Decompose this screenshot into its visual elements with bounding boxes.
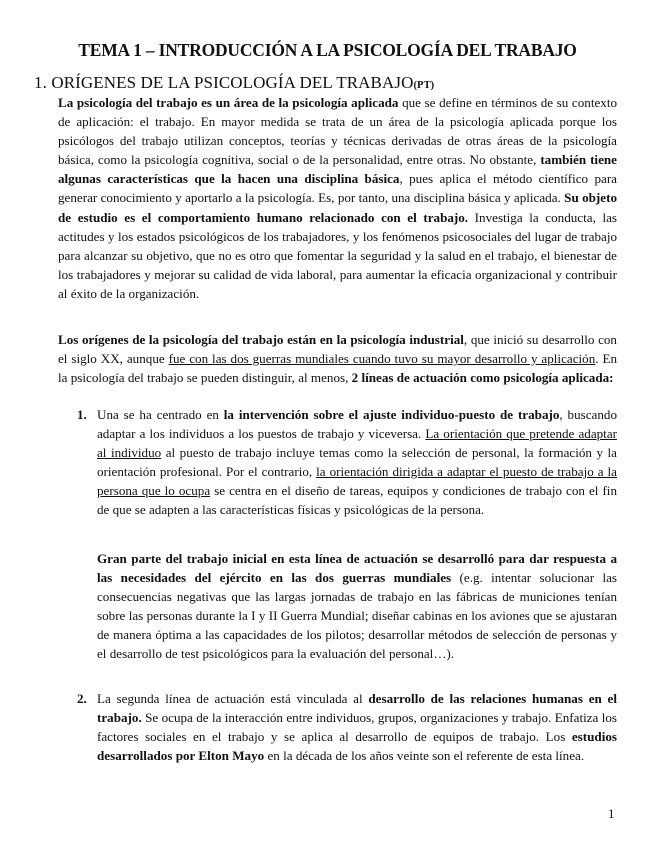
- paragraph-definition: [58, 93, 617, 303]
- p2-text-1: , que inició su desarrollo con el siglo XX, aunque: [58, 332, 617, 367]
- i1-text-1: Una se ha centrado en: [97, 407, 224, 422]
- p1-bold-1: La psicología del trabajo es un área de la psicología aplicada: [58, 95, 399, 110]
- i2-text-3: en la década de los años veinte son el referente de esta línea.: [264, 748, 585, 764]
- p2-text-2: . En la psicología del trabajo se pueden distinguir, al menos,: [58, 351, 617, 386]
- document-title: TEMA 1 – INTRODUCCIÓN A LA PSICOLOGÍA DEL TRABAJO: [78, 40, 577, 60]
- p2-bold-2: 2 líneas de actuación como psicología aplicada:: [351, 370, 614, 386]
- i1-underline-1: La orientación que pretende adaptar al individuo: [97, 426, 617, 461]
- i2-text-1: La segunda línea de actuación está vinculada al: [97, 691, 369, 706]
- list-item-1: [77, 405, 617, 520]
- i2-bold-2: estudios desarrollados por Elton Mayo: [97, 729, 617, 764]
- p1-bold-3: Su objeto de estudio es el comportamiento humano relacionado con el trabajo.: [58, 190, 617, 225]
- list-item-1-continuation: [97, 549, 617, 664]
- section-number: 1.: [34, 73, 47, 92]
- p2-bold-1: Los orígenes de la psicología del trabajo están en la psicología industrial: [58, 332, 464, 347]
- section-title: ORÍGENES DE LA PSICOLOGÍA DEL TRABAJO: [51, 73, 414, 92]
- list-number-2: 2.: [77, 691, 87, 706]
- p2-underline-1: fue con las dos guerras mundiales cuando tuvo su mayor desarrollo y aplicación: [168, 351, 596, 367]
- i1-text-2: , buscando adaptar a los individuos a los puestos de trabajo y viceversa.: [97, 407, 617, 442]
- p1-text-3: Investiga la conducta, las actitudes y los estados psicológicos de los trabajadores, y los fenómenos psicosociales del lugar de trabajo para alcanzar su objetivo, que no es otro que fomentar la seguridad y la salud en el trabajo, el bienestar de los trabajadores y mejorar su calidad de vida laboral, para aumentar la eficacia organizacional y contribuir al éxito de la organización.: [58, 209, 617, 301]
- paragraph-origins: [58, 330, 617, 387]
- list-number-1: 1.: [77, 407, 87, 422]
- section-tag: (PT): [413, 80, 435, 91]
- i1b-bold-1: Gran parte del trabajo inicial en esta línea de actuación se desarrolló para dar respuesta a las necesidades del ejército en las dos guerras mundiales: [97, 551, 617, 586]
- list-item-2: [77, 689, 617, 765]
- p1-text-2: , pues aplica el método científico para generar conocimiento y aportarlo a la psicología. Es, por tanto, una disciplina básica y aplicada.: [58, 171, 617, 206]
- i2-text-2: Se ocupa de la interacción entre individuos, grupos, organizaciones y trabajo. Enfatiza los factores sociales en el trabajo y se aplica al desarrollo de equipos de trabajo. Los: [97, 710, 617, 745]
- i1-underline-2: la orientación dirigida a adaptar el puesto de trabajo a la persona que lo ocupa: [97, 464, 617, 499]
- i1-text-3: al puesto de trabajo incluye temas como la selección de personal, la formación y la orientación profesional. Por el contrario,: [97, 445, 617, 480]
- i1-bold-1: la intervención sobre el ajuste individuo-puesto de trabajo: [223, 407, 560, 422]
- p1-bold-2: también tiene algunas características que la hacen una disciplina básica: [58, 152, 617, 187]
- page-number: 1: [608, 806, 615, 821]
- i1b-text-1: (e.g. intentar solucionar las consecuencias negativas que las largas jornadas de trabajo en las fábricas de municiones tenían sobre las personas durante la I y II Guerra Mundial; diseñar cabinas en los aviones que se ajustaran de manera óptima a las capacidades de los pilotos; desarrollar métodos de selección de personas y el desarrollo de test psicológicos para la evaluación del personal…).: [97, 570, 617, 662]
- p1-text-1: que se define en términos de su contexto de aplicación: el trabajo. En mayor medida se trata de un área de la psicología aplicada porque los psicólogos del trabajo utilizan conceptos, teorías y técnicas derivadas de otras áreas de la psicología básica, como la psicología cognitiva, social o de la personalidad, entre otras. No obstante,: [58, 95, 618, 168]
- i2-bold-1: desarrollo de las relaciones humanas en el trabajo.: [97, 691, 617, 726]
- i1-text-4: se centra en el diseño de tareas, equipos y condiciones de trabajo con el fin de que se adapten a las características físicas y psicológicas de la persona.: [97, 483, 617, 518]
- section-heading: [34, 73, 434, 93]
